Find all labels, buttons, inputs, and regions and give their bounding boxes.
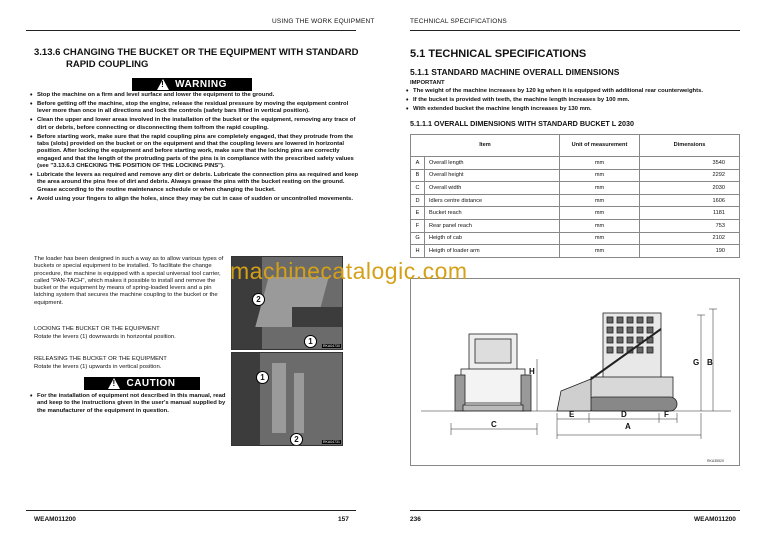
section-title: 3.13.6 CHANGING THE BUCKET OR THE EQUIPMENT WITH STANDARD RAPID COUPLING bbox=[34, 47, 359, 70]
row-unit: mm bbox=[560, 219, 640, 232]
callout-1: 1 bbox=[304, 335, 317, 348]
table-row bbox=[411, 157, 740, 170]
row-value: 3540 bbox=[640, 157, 740, 170]
row-item: Heigth of loader arm bbox=[425, 245, 560, 258]
row-key: H bbox=[411, 245, 425, 258]
locking-title: LOCKING THE BUCKET OR THE EQUIPMENT bbox=[34, 326, 160, 332]
dimensions-table bbox=[410, 134, 740, 258]
fig-label-c: C bbox=[491, 420, 497, 429]
row-key: B bbox=[411, 169, 425, 182]
fig-label-a: A bbox=[625, 422, 631, 431]
warning-label: WARNING bbox=[175, 79, 227, 90]
intro-text: The loader has been designed in such a way as to allow various types of buckets or special equipment to be installed. To facilitate the change procedure, the machine is equipped with a special universal tool carrier, called "PAN-TACH", which makes it possible to install and remove the bucket or the equipment by means of spring-loaded levers and a pin latching system that secures the machine coupling to the bucket or the equipment. bbox=[34, 256, 224, 306]
table-row bbox=[411, 207, 740, 220]
caution-list bbox=[30, 393, 226, 417]
table-row bbox=[411, 232, 740, 245]
list-item: • Avoid using your fingers to align the holes, since they may be cut in case of sudden or uncontrolled movements. bbox=[30, 196, 360, 203]
list-item: • The weight of the machine increases by 120 kg when it is equipped with additional rear counterweights. bbox=[406, 88, 746, 96]
col-item: Item bbox=[411, 135, 560, 157]
important-list bbox=[406, 88, 746, 115]
figure-code: RKA35520 bbox=[707, 459, 724, 463]
warning-triangle-icon bbox=[157, 79, 169, 90]
row-unit: mm bbox=[560, 157, 640, 170]
list-item: • For the installation of equipment not described in this manual, read and keep to the instructions given in the user's manual supplied by the manufacturer of the equipment in question. bbox=[30, 393, 226, 415]
important-label: IMPORTANT bbox=[410, 80, 445, 86]
table-header-row bbox=[411, 135, 740, 157]
callout-1: 1 bbox=[256, 371, 269, 384]
row-item: Bucket reach bbox=[425, 207, 560, 220]
footer-code: WEAM011200 bbox=[694, 516, 736, 523]
row-value: 1606 bbox=[640, 194, 740, 207]
header-rule bbox=[410, 30, 740, 31]
machine-diagram bbox=[411, 279, 741, 467]
table-row bbox=[411, 194, 740, 207]
row-key: E bbox=[411, 207, 425, 220]
row-unit: mm bbox=[560, 207, 640, 220]
list-item: • Lubricate the levers as required and remove any dirt or debris. Lubricate the connection pins as required and keep the area around the pins free of dirt and debris. Always grease the pins with the bucket resting on the ground. Grease according to the routine maintenance schedule or when changing the bucket. bbox=[30, 172, 360, 194]
table-row bbox=[411, 245, 740, 258]
fig-label-e: E bbox=[569, 410, 575, 419]
row-key: F bbox=[411, 219, 425, 232]
releasing-text: Rotate the levers (1) upwards in vertical position. bbox=[34, 364, 162, 370]
row-unit: mm bbox=[560, 232, 640, 245]
photo-code: RKA04731 bbox=[323, 440, 340, 444]
warning-banner bbox=[132, 78, 252, 91]
row-unit: mm bbox=[560, 245, 640, 258]
list-item: • Clean the upper and lower areas involved in the installation of the bucket or the equipment, removing any trace of dirt or debris, before connecting or disconnecting them to/from the rapid coupling. bbox=[30, 117, 360, 132]
photo-releasing bbox=[231, 352, 343, 446]
row-unit: mm bbox=[560, 169, 640, 182]
caution-banner bbox=[84, 377, 200, 390]
row-item: Overall height bbox=[425, 169, 560, 182]
row-key: A bbox=[411, 157, 425, 170]
callout-2: 2 bbox=[290, 433, 303, 446]
photo-code: RKA04730 bbox=[323, 344, 340, 348]
fig-label-h: H bbox=[529, 367, 535, 376]
list-item: • Before getting off the machine, stop the engine, release the residual pressure by moving the equipment control lever more than once in all directions and lock the controls (safety bars lifted in vertical position). bbox=[30, 101, 360, 116]
list-item: • Before starting work, make sure that the rapid coupling pins are completely engaged, that they protrude from the tabs (slots) provided on the bucket or on the equipment and that the coupling levers are lowered in horizontal position. After locking the equipment and before starting work, make sure that the locking pins are correctly engaged and that the length of the protruding parts of the pins is in compliance with the prescribed safety values (see "3.13.6.3 CHECKING THE POSITION OF THE LOCKING PINS"). bbox=[30, 134, 360, 171]
fig-label-g: G bbox=[693, 358, 700, 367]
row-value: 2292 bbox=[640, 169, 740, 182]
row-item: Heigth of cab bbox=[425, 232, 560, 245]
row-key: G bbox=[411, 232, 425, 245]
row-value: 190 bbox=[640, 245, 740, 258]
row-unit: mm bbox=[560, 194, 640, 207]
row-value: 2030 bbox=[640, 182, 740, 195]
header-rule bbox=[26, 30, 356, 31]
warning-list bbox=[30, 92, 360, 205]
row-value: 753 bbox=[640, 219, 740, 232]
col-dimensions: Dimensions bbox=[640, 135, 740, 157]
table-row bbox=[411, 169, 740, 182]
fig-label-b: B bbox=[707, 358, 713, 367]
fig-label-d: D bbox=[621, 410, 627, 419]
row-item: Rear panel reach bbox=[425, 219, 560, 232]
running-head: TECHNICAL SPECIFICATIONS bbox=[410, 18, 507, 25]
row-key: C bbox=[411, 182, 425, 195]
dimensions-figure bbox=[410, 278, 740, 466]
caution-triangle-icon bbox=[108, 378, 120, 389]
footer-rule bbox=[26, 510, 356, 511]
footer-rule bbox=[410, 510, 740, 511]
list-item: • Stop the machine on a firm and level surface and lower the equipment to the ground. bbox=[30, 92, 360, 99]
table-row bbox=[411, 219, 740, 232]
row-item: Overall length bbox=[425, 157, 560, 170]
watermark-text: machinecatalogic.com bbox=[230, 258, 468, 284]
list-item: • If the bucket is provided with teeth, the machine length increases by 100 mm. bbox=[406, 97, 746, 105]
row-item: Idlers centre distance bbox=[425, 194, 560, 207]
row-value: 2102 bbox=[640, 232, 740, 245]
page-number: 236 bbox=[410, 516, 421, 523]
fig-label-f: F bbox=[664, 410, 669, 419]
footer-code: WEAM011200 bbox=[34, 516, 76, 523]
row-value: 1181 bbox=[640, 207, 740, 220]
chapter-title: 5.1 TECHNICAL SPECIFICATIONS bbox=[410, 48, 587, 60]
table-row bbox=[411, 182, 740, 195]
locking-text: Rotate the levers (1) downwards in horizontal position. bbox=[34, 334, 176, 340]
caution-label: CAUTION bbox=[126, 378, 176, 389]
table-title: 5.1.1.1 OVERALL DIMENSIONS WITH STANDARD BUCKET L 2030 bbox=[410, 119, 635, 128]
callout-2: 2 bbox=[252, 293, 265, 306]
section-title: 5.1.1 STANDARD MACHINE OVERALL DIMENSIONS bbox=[410, 67, 620, 77]
page-number: 157 bbox=[338, 516, 349, 523]
row-key: D bbox=[411, 194, 425, 207]
releasing-title: RELEASING THE BUCKET OR THE EQUIPMENT bbox=[34, 356, 167, 362]
list-item: • With extended bucket the machine length increases by 130 mm. bbox=[406, 106, 746, 114]
row-unit: mm bbox=[560, 182, 640, 195]
running-head: USING THE WORK EQUIPMENT bbox=[272, 18, 375, 25]
col-unit: Unit of measurement bbox=[560, 135, 640, 157]
row-item: Overall width bbox=[425, 182, 560, 195]
